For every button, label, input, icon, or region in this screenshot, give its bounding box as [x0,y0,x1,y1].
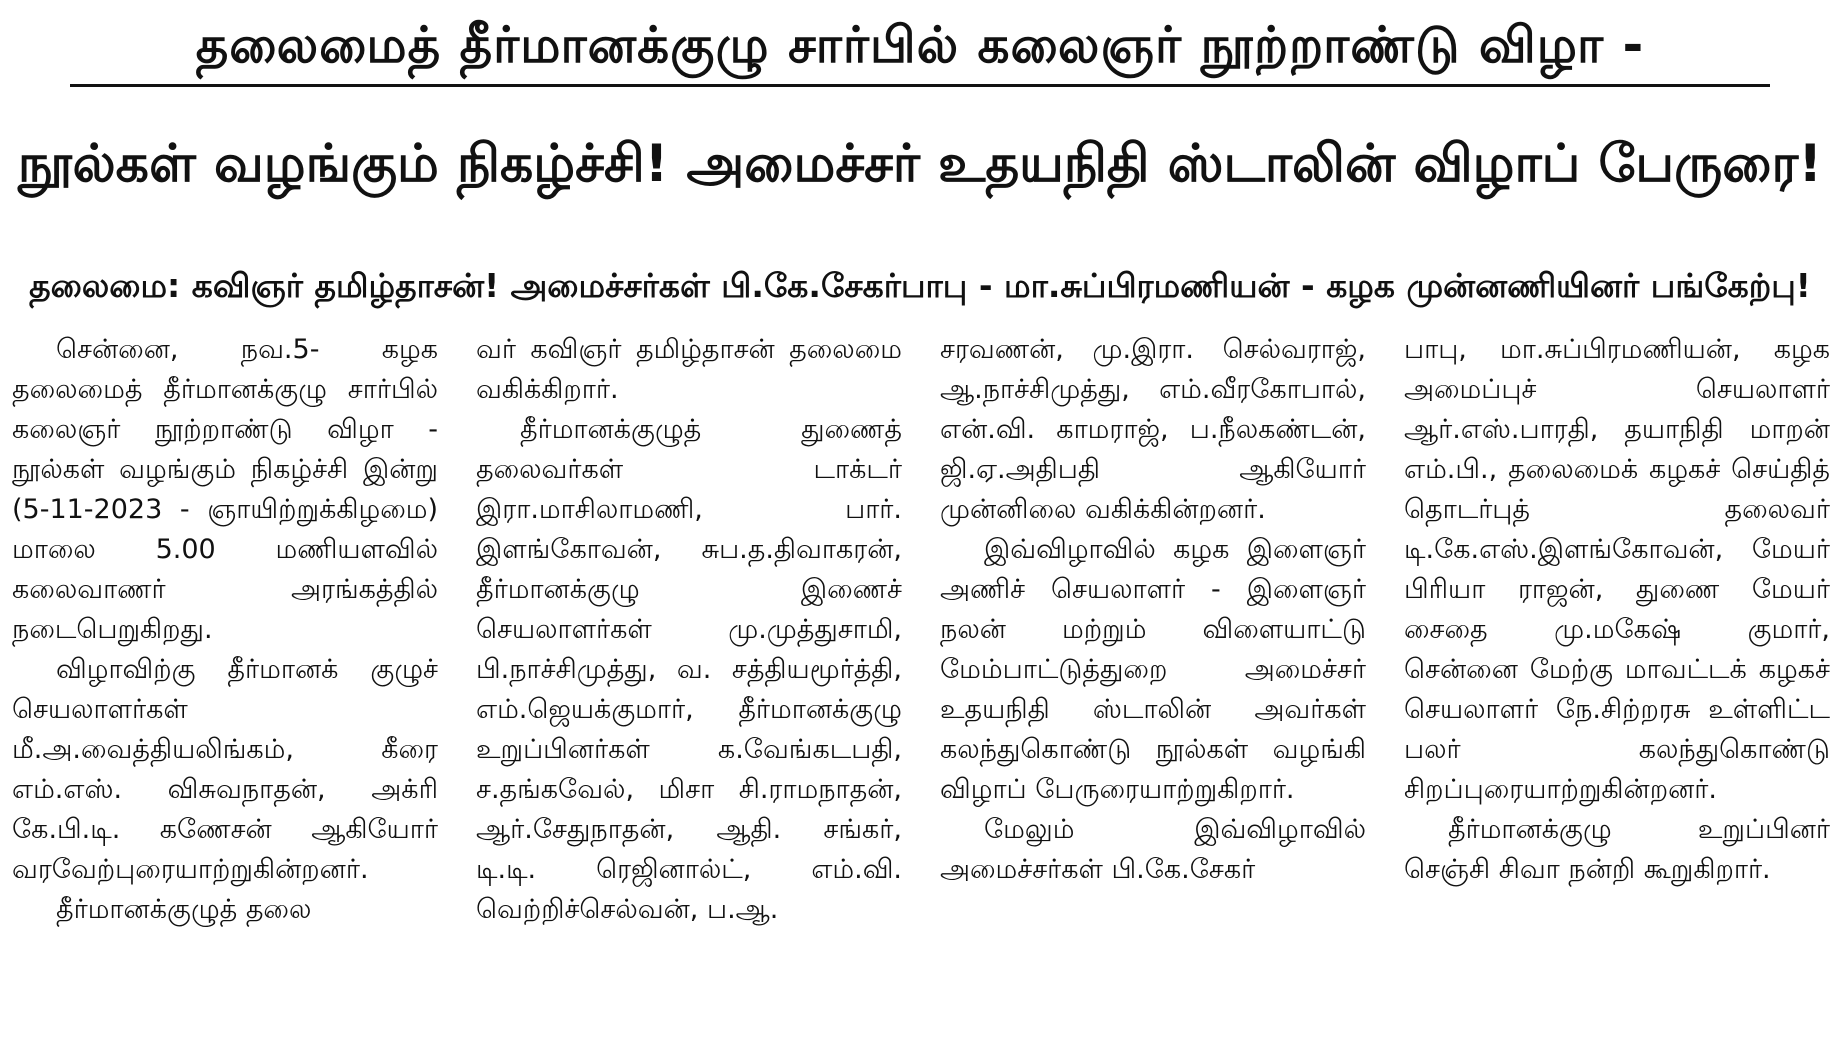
paragraph: தீர்மானக்குழுத் தலை [56,894,312,925]
paragraph: இவ்விழாவில் கழக இளைஞர் அணிச் செயலாளர் - இளைஞர் நலன் மற்றும் விளையாட்டு மேம்பாட்டுத்துறை அமைச்சர் உதயநிதி ஸ்டாலின் அவர்கள் கலந்துகொண்டு நூல்கள் வழங்கி விழாப் பேருரையாற்றுகிறார். [940,534,1366,805]
paragraph: சரவணன், மு.இரா. செல்வராஜ், ஆ.நாச்சிமுத்து, எம்.வீரகோபால், என்.வி. காமராஜ், ப.நீலகண்டன், ஜி.ஏ.அதிபதி ஆகியோர் முன்னிலை வகிக்கின்றனர். [940,334,1366,525]
paragraph: தீர்மானக்குழு உறுப்பினர் செஞ்சி சிவா நன்றி கூறுகிறார். [1404,814,1830,885]
paragraph: விழாவிற்கு தீர்மானக் குழுச் செயலாளர்கள் மீ.அ.வைத்தியலிங்கம், கீரை எம்.எஸ். விசுவநாதன், அக்ரி கே.பி.டி. கணேசன் ஆகியோர் வரவேற்புரையாற்றுகின்றனர். [12,654,438,885]
headline: நூல்கள் வழங்கும் நிகழ்ச்சி! அமைச்சர் உதயநிதி ஸ்டாலின் விழாப் பேருரை! [17,134,1823,194]
paragraph: சென்னை, நவ.5- கழக தலைமைத் தீர்மானக்குழு சார்பில் கலைஞர் நூற்றாண்டு விழா - நூல்கள் வழங்கும் நிகழ்ச்சி இன்று (5-11-2023 - ஞாயிற்றுக்கிழமை) மாலை 5.00 மணியளவில் கலைவாணர் அரங்கத்தில் நடைபெறுகிறது. [12,334,438,645]
paragraph: தீர்மானக்குழுத் துணைத் தலைவர்கள் டாக்டர் இரா.மாசிலாமணி, பார். இளங்கோவன், சுப.த.திவாகரன், தீர்மானக்குழு இணைச் செயலாளர்கள் மு.முத்துசாமி, பி.நாச்சிமுத்து, வ. சத்தியமூர்த்தி, எம்.ஜெயக்குமார், தீர்மானக்குழு உறுப்பினர்கள் க.வேங்கடபதி, ச.தங்கவேல், மிசா சி.ராமநாதன், ஆர்.சேதுநாதன், ஆதி. சங்கர், டி.டி. ரெஜினால்ட், எம்.வி. வெற்றிச்செல்வன், ப.ஆ. [476,414,902,925]
kicker-underline [70,84,1770,87]
article-body [12,330,1830,1036]
paragraph: வர் கவிஞர் தமிழ்தாசன் தலைமை வகிக்கிறார். [476,334,902,405]
column-4 [1404,330,1830,1036]
kicker-title: தலைமைத் தீர்மானக்குழு சார்பில் கலைஞர் நூற்றாண்டு விழா - [195,16,1645,74]
column-1 [12,330,438,1036]
subheadline: தலைமை: கவிஞர் தமிழ்தாசன்! அமைச்சர்கள் பி.கே.சேகர்பாபு - மா.சுப்பிரமணியன் - கழக முன்னணியினர் பங்கேற்பு! [29,266,1811,305]
paragraph: பாபு, மா.சுப்பிரமணியன், கழக அமைப்புச் செயலாளர் ஆர்.எஸ்.பாரதி, தயாநிதி மாறன் எம்.பி., தலைமைக் கழகச் செய்தித் தொடர்புத் தலைவர் டி.கே.எஸ்.இளங்கோவன், மேயர் பிரியா ராஜன், துணை மேயர் சைதை மு.மகேஷ் குமார், சென்னை மேற்கு மாவட்டக் கழகச் செயலாளர் நே.சிற்றரசு உள்ளிட்ட பலர் கலந்துகொண்டு சிறப்புரையாற்றுகின்றனர். [1404,334,1830,805]
column-2 [476,330,902,1036]
column-3 [940,330,1366,1036]
paragraph: மேலும் இவ்விழாவில் அமைச்சர்கள் பி.கே.சேகர் [940,814,1366,885]
